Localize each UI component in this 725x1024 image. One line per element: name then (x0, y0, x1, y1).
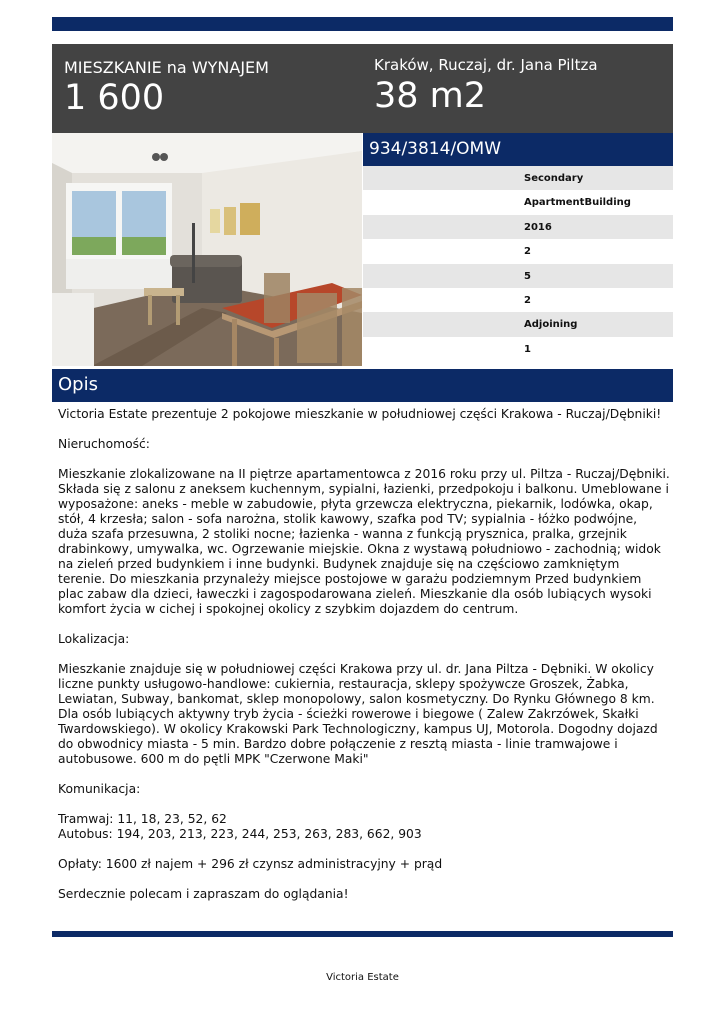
listing-location: Kraków, Ruczaj, dr. Jana Piltza (374, 56, 598, 74)
footer-company: Victoria Estate (326, 972, 399, 983)
detail-row: Adjoining (363, 312, 673, 336)
description-paragraph: Victoria Estate prezentuje 2 pokojowe mieszkanie w południowej części Krakowa - Ruczaj/Dębniki! (58, 407, 662, 421)
description-paragraph: Lokalizacja: (58, 632, 130, 646)
detail-row: Secondary (363, 166, 673, 190)
description-paragraph: Autobus: 194, 203, 213, 223, 244, 253, 263, 283, 662, 903 (58, 827, 422, 841)
listing-area: 38 m2 (374, 76, 487, 116)
listing-header (52, 44, 673, 133)
listing-type: MIESZKANIE na WYNAJEM (64, 58, 269, 77)
bottom-accent-bar (52, 931, 673, 937)
section-title: Opis (52, 369, 673, 402)
detail-row: 1 (524, 343, 531, 355)
description (58, 407, 670, 917)
listing-price: 1 600 (64, 78, 165, 118)
listing-reference: 934/3814/OMW (363, 133, 673, 166)
description-paragraph: Nieruchomość: (58, 437, 150, 451)
detail-row: 2016 (363, 215, 673, 239)
detail-row: 2 (524, 246, 531, 258)
top-accent-bar (52, 17, 673, 31)
description-paragraph: Serdecznie polecam i zapraszam do oglądania! (58, 887, 349, 901)
detail-row: 2 (524, 294, 531, 306)
detail-row: ApartmentBuilding (524, 197, 631, 209)
details-table (363, 166, 673, 361)
description-paragraph: Mieszkanie zlokalizowane na II piętrze apartamentowca z 2016 roku przy ul. Piltza - Ruczaj/Dębniki. Składa się z salonu z aneksem kuchennym, sypialni, łazienki, przedpokoju i balkonu. Umeblowane i wyposażone: aneks - meble w zabudowie, płyta grzewcza elektryczna, piekarnik, lodówka, okap, stół, 4 krzesła; salon - sofa narożna, stolik kawowy, szafka pod TV; sypialnia - łóżko podwójne, duża szafa przesuwna, 2 stoliki nocne; łazienka - wanna z funkcją prysznica, pralka, grzejnik drabinkowy, umywalka, wc. Ogrzewanie miejskie. Okna z wystawą południowo - zachodnią; widok na zieleń przed budynkiem i inne budynki. Budynek znajduje się na częściowo zamkniętym terenie. Do mieszkania przynależy miejsce postojowe w garażu podziemnym Przed budynkiem plac zabaw dla dzieci, ławeczki i zagospodarowana zieleń. Mieszkanie dla osób lubiących wysoki komfort życia w cichej i spokojnej okolicy z szybkim dojazdem do centrum. (58, 467, 670, 616)
description-paragraph: Mieszkanie znajduje się w południowej części Krakowa przy ul. dr. Jana Piltza - Dębniki. W okolicy liczne punkty usługowo-handlowe: cukiernia, restauracja, sklepy spożywcze Groszek, Żabka, Lewiatan, Subway, bankomat, sklep monopolowy, salon kosmetyczny. Do Rynku Głównego 8 km. Dla osób lubiących aktywny tryb życia - ścieżki rowerowe i biegowe ( Zalew Zakrzówek, Skałki Twardowskiego). W okolicy Krakowski Park Technologiczny, kampus UJ, Motorola. Dogodny dojazd do obwodnicy miasta - 5 min. Bardzo dobre połączenie z resztą miasta - linie tramwajowe i autobusowe. 600 m do pętli MPK "Czerwone Maki" (58, 662, 658, 766)
apartment-photo (52, 133, 362, 366)
description-paragraph: Opłaty: 1600 zł najem + 296 zł czynsz administracyjny + prąd (58, 857, 443, 871)
detail-row: 5 (363, 264, 673, 288)
description-paragraph: Komunikacja: (58, 782, 141, 796)
description-paragraph: Tramwaj: 11, 18, 23, 52, 62 (58, 812, 227, 826)
